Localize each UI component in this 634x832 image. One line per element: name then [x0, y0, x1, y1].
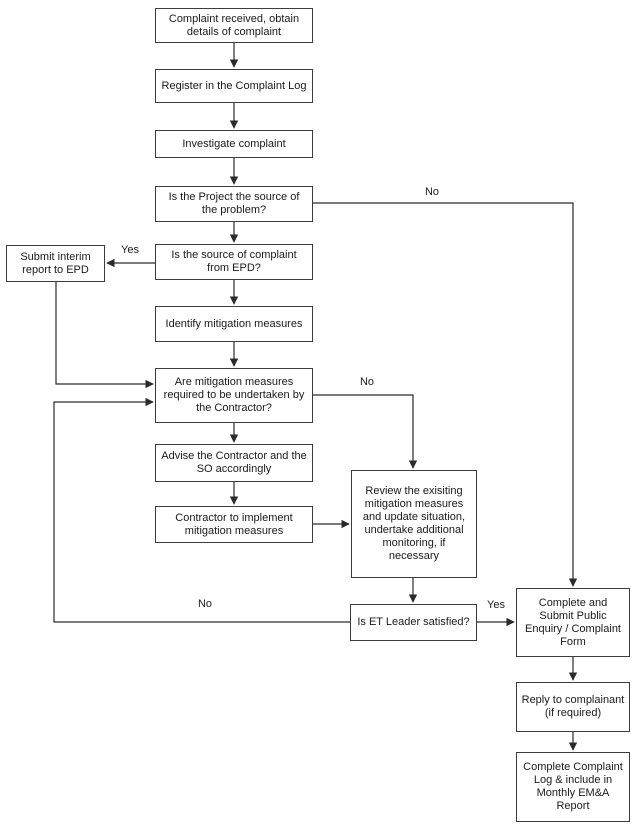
node-epd-source-decision: Is the source of complaint from EPD? [155, 244, 313, 280]
edge-label-et-leader-satisfied-no: No [197, 598, 213, 610]
node-complaint-received: Complaint received, obtain details of complaint [155, 8, 313, 43]
edge-label-project-source-no: No [424, 186, 440, 198]
node-submit-interim-report: Submit interim report to EPD [6, 245, 105, 282]
node-complete-complaint-log: Complete Complaint Log & include in Monthly EM&A Report [516, 752, 630, 822]
connector-interim-required [56, 282, 153, 384]
node-mitigation-required-decision: Are mitigation measures required to be undertaken by the Contractor? [155, 368, 313, 423]
node-contractor-implement: Contractor to implement mitigation measures [155, 506, 313, 543]
node-investigate-complaint: Investigate complaint [155, 130, 313, 158]
node-reply-complainant: Reply to complainant (if required) [516, 682, 630, 732]
connector-required-no-review [313, 395, 413, 468]
node-identify-mitigation: Identify mitigation measures [155, 306, 313, 342]
node-register-complaint-log: Register in the Complaint Log [155, 69, 313, 103]
node-et-leader-satisfied-decision: Is ET Leader satisfied? [350, 604, 477, 641]
edge-label-et-leader-satisfied-yes: Yes [487, 599, 505, 611]
node-complete-enquiry-form: Complete and Submit Public Enquiry / Complaint Form [516, 588, 630, 657]
node-advise-contractor: Advise the Contractor and the SO accordingly [155, 444, 313, 482]
node-review-mitigation: Review the exisiting mitigation measures and update situation, undertake additional monitoring, if necessary [351, 470, 477, 578]
node-project-source-decision: Is the Project the source of the problem? [155, 186, 313, 222]
edge-label-mitigation-required-no: No [359, 376, 375, 388]
edge-label-epd-source-yes: Yes [121, 244, 139, 256]
